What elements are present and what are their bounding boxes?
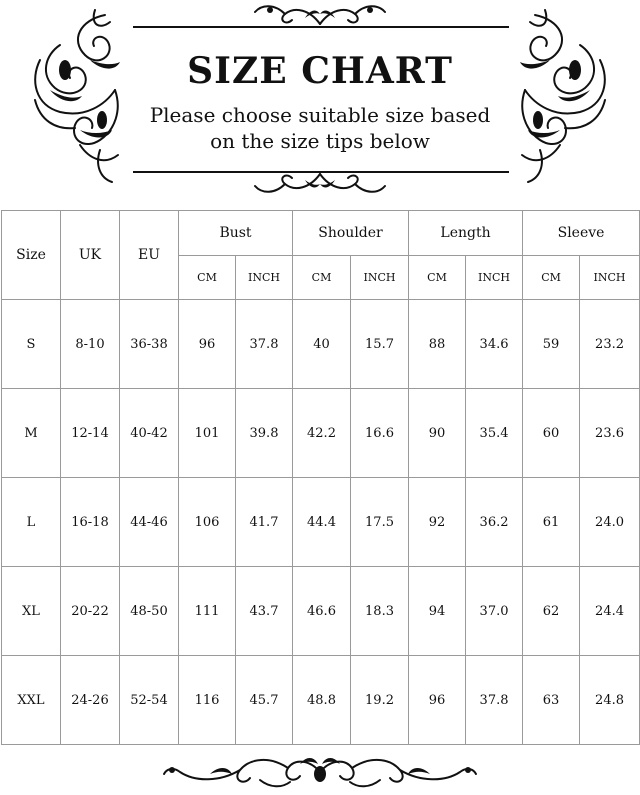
cell: 40-42 (120, 389, 179, 478)
cell: 61 (523, 478, 580, 567)
size-table (1, 210, 640, 745)
header-bust: Bust (179, 211, 293, 256)
header-sleeve: Sleeve (523, 211, 640, 256)
header-uk: UK (61, 211, 120, 300)
unit-cell: CM (293, 256, 351, 300)
cell: 8-10 (61, 300, 120, 389)
header-length: Length (409, 211, 523, 256)
cell-size: XXL (2, 656, 61, 745)
cell: 40 (293, 300, 351, 389)
header (0, 0, 640, 200)
cell: 96 (409, 656, 466, 745)
table-header-row (2, 211, 640, 256)
footer-divider-ornament-icon (160, 752, 480, 790)
unit-cell: CM (409, 256, 466, 300)
cell: 90 (409, 389, 466, 478)
cell: 60 (523, 389, 580, 478)
right-scroll-ornament-icon (510, 0, 620, 185)
cell: 42.2 (293, 389, 351, 478)
cell: 96 (179, 300, 236, 389)
cell: 37.8 (236, 300, 293, 389)
cell: 39.8 (236, 389, 293, 478)
cell: 111 (179, 567, 236, 656)
cell: 16-18 (61, 478, 120, 567)
bottom-scroll-ornament-icon (250, 172, 390, 196)
cell-size: M (2, 389, 61, 478)
cell: 23.2 (580, 300, 640, 389)
unit-cell: INCH (466, 256, 523, 300)
cell: 44-46 (120, 478, 179, 567)
unit-cell: CM (179, 256, 236, 300)
cell: 24.4 (580, 567, 640, 656)
top-rule (133, 26, 509, 28)
unit-cell: INCH (236, 256, 293, 300)
page-title: SIZE CHART (187, 50, 453, 92)
cell: 92 (409, 478, 466, 567)
top-scroll-ornament-icon (250, 0, 390, 26)
cell: 20-22 (61, 567, 120, 656)
table-row (2, 656, 640, 745)
cell: 48.8 (293, 656, 351, 745)
cell-size: S (2, 300, 61, 389)
cell: 34.6 (466, 300, 523, 389)
table-row (2, 389, 640, 478)
cell: 16.6 (351, 389, 409, 478)
cell-size: L (2, 478, 61, 567)
cell: 36-38 (120, 300, 179, 389)
cell: 35.4 (466, 389, 523, 478)
table-row (2, 478, 640, 567)
cell-size: XL (2, 567, 61, 656)
cell: 63 (523, 656, 580, 745)
cell: 46.6 (293, 567, 351, 656)
cell: 36.2 (466, 478, 523, 567)
cell: 116 (179, 656, 236, 745)
unit-cell: INCH (351, 256, 409, 300)
unit-cell: CM (523, 256, 580, 300)
left-scroll-ornament-icon (20, 0, 130, 185)
cell: 23.6 (580, 389, 640, 478)
cell: 18.3 (351, 567, 409, 656)
cell: 17.5 (351, 478, 409, 567)
cell: 52-54 (120, 656, 179, 745)
cell: 24.0 (580, 478, 640, 567)
unit-cell: INCH (580, 256, 640, 300)
cell: 19.2 (351, 656, 409, 745)
cell: 41.7 (236, 478, 293, 567)
cell: 37.0 (466, 567, 523, 656)
cell: 12-14 (61, 389, 120, 478)
table-row (2, 300, 640, 389)
cell: 88 (409, 300, 466, 389)
cell: 37.8 (466, 656, 523, 745)
cell: 94 (409, 567, 466, 656)
cell: 48-50 (120, 567, 179, 656)
header-shoulder: Shoulder (293, 211, 409, 256)
page-subtitle (0, 102, 640, 154)
cell: 44.4 (293, 478, 351, 567)
cell: 59 (523, 300, 580, 389)
subtitle-line-1: Please choose suitable size based (149, 103, 491, 127)
cell: 45.7 (236, 656, 293, 745)
cell: 101 (179, 389, 236, 478)
cell: 24.8 (580, 656, 640, 745)
header-eu: EU (120, 211, 179, 300)
cell: 15.7 (351, 300, 409, 389)
cell: 24-26 (61, 656, 120, 745)
subtitle-line-2: on the size tips below (210, 129, 430, 153)
cell: 106 (179, 478, 236, 567)
table-row (2, 567, 640, 656)
header-size: Size (2, 211, 61, 300)
cell: 62 (523, 567, 580, 656)
cell: 43.7 (236, 567, 293, 656)
